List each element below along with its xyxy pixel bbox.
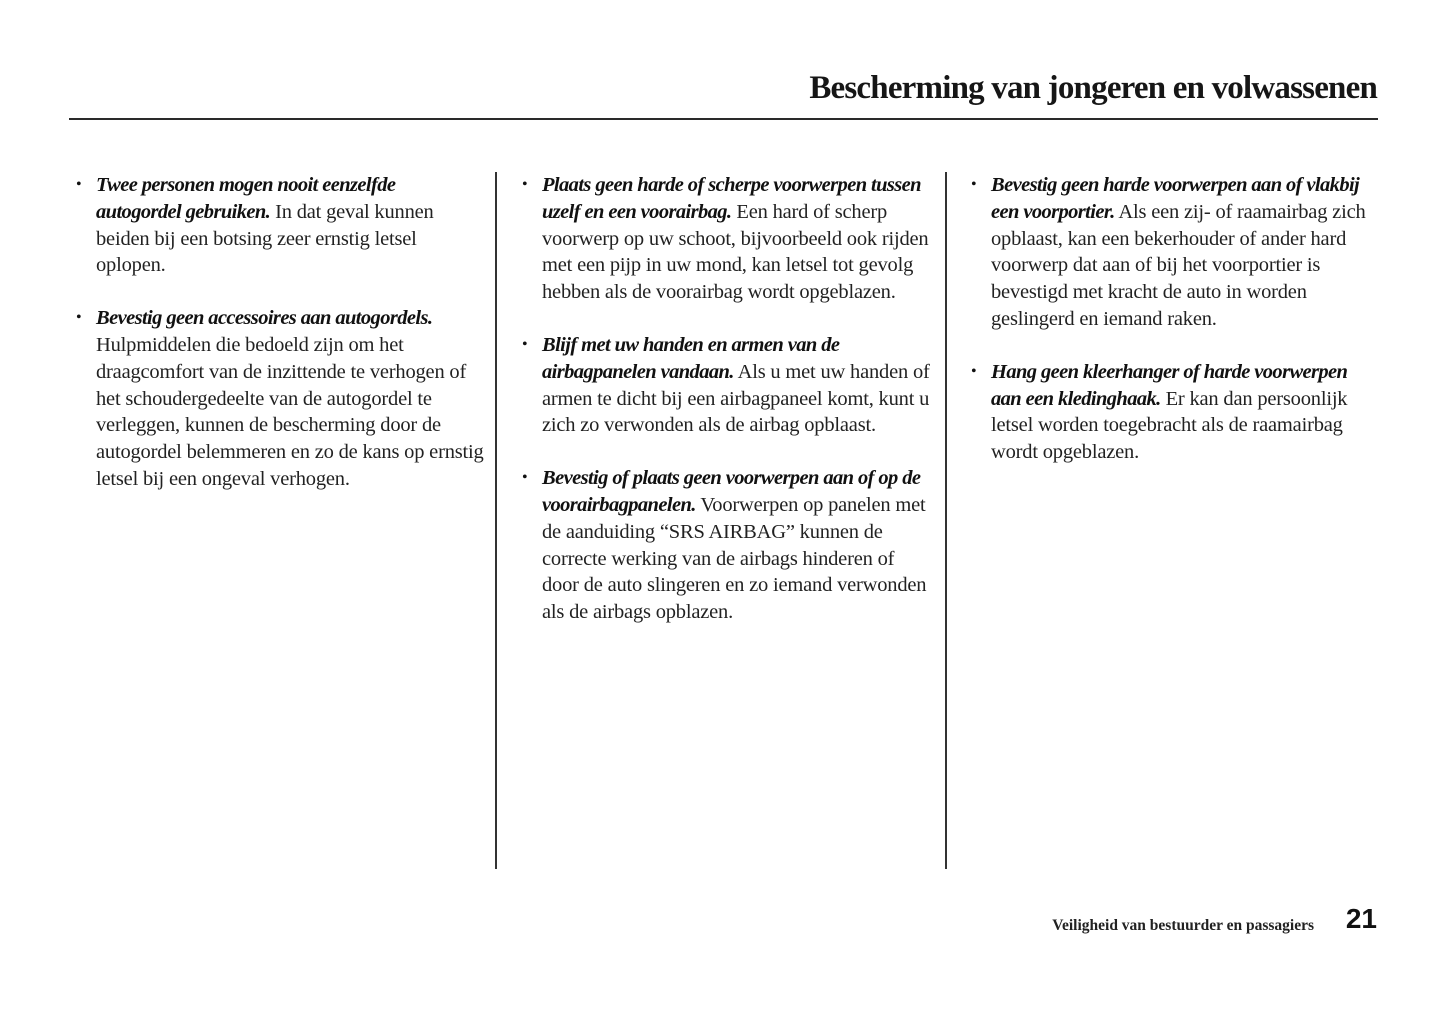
item-lead: Twee personen mogen nooit eenzelfde autogordel gebruiken.: [96, 174, 396, 223]
item-lead: Plaats geen harde of scherpe voorwerpen tussen uzelf en een voorairbag.: [542, 174, 921, 223]
item-text: In dat geval kunnen beiden bij een botsing zeer ernstig letsel oplopen.: [96, 200, 434, 277]
item-lead: Bevestig geen accessoires aan autogordels.: [96, 307, 433, 330]
page-number: 21: [1345, 903, 1377, 934]
item-lead: Blijf met uw handen en armen van de airbagpanelen vandaan.: [542, 333, 840, 383]
bullet: •: [522, 335, 528, 353]
header-rule: [69, 118, 1378, 120]
item-lead: Bevestig geen harde voorwerpen aan of vlakbij een voorportier.: [991, 174, 1360, 223]
column-divider-1: [495, 172, 497, 869]
item-text: Er kan dan persoonlijk letsel worden toegebracht als de raamairbag wordt opgeblazen.: [991, 387, 1348, 464]
list-item: [76, 305, 484, 493]
page-title: Bescherming van jongeren en volwassenen: [809, 70, 1377, 106]
item-text: Voorwerpen op panelen met de aanduiding “SRS AIRBAG” kunnen de correcte werking van de airbags hinderen of door de auto slingeren en zo iemand verwonden als de airbags opblazen.: [542, 493, 927, 624]
bullet: •: [522, 176, 528, 193]
list-item: [522, 465, 934, 626]
bullet: •: [971, 176, 977, 193]
bullet: •: [76, 309, 82, 327]
column-2: [522, 172, 934, 652]
item-lead: Bevestig of plaats geen voorwerpen aan of op de voorairbagpanelen.: [542, 467, 921, 516]
list-item: [522, 332, 934, 439]
column-1: [76, 172, 484, 519]
item-text: Een hard of scherp voorwerp op uw schoot, bijvoorbeeld ook rijden met een pijp in uw mond, kan letsel tot gevolg hebben als de voorairbag wordt opgeblazen.: [542, 200, 929, 304]
list-item: [76, 172, 484, 279]
column-divider-2: [945, 172, 947, 869]
item-text: Als een zij- of raamairbag zich opblaast, kan een bekerhouder of ander hard voorwerp dat aan of bij het voorportier is bevestigd met kracht de auto in worden geslingerd en iemand raken.: [991, 200, 1366, 330]
bullet: •: [971, 362, 977, 380]
item-lead: Hang geen kleerhanger of harde voorwerpen aan een kledinghaak.: [991, 360, 1348, 410]
list-item: [522, 172, 934, 306]
item-text: Hulpmiddelen die bedoeld zijn om het draagcomfort van de inzittende te verhogen of het schoudergedeelte van de autogordel te verleggen, kunnen de bescherming door de autogordel belemmeren en zo de kans op ernstig letsel bij een ongeval verhogen.: [96, 333, 484, 490]
list-item: [971, 172, 1379, 333]
item-text: Als u met uw handen of armen te dicht bij een airbagpaneel komt, kunt u zich zo verwonden als de airbag opblaast.: [542, 360, 930, 437]
bullet: •: [76, 176, 82, 193]
list-item: [971, 359, 1379, 466]
column-3: [971, 172, 1379, 492]
bullet: •: [522, 469, 528, 487]
footer-section-label: Veiligheid van bestuurder en passagiers: [1052, 917, 1314, 934]
